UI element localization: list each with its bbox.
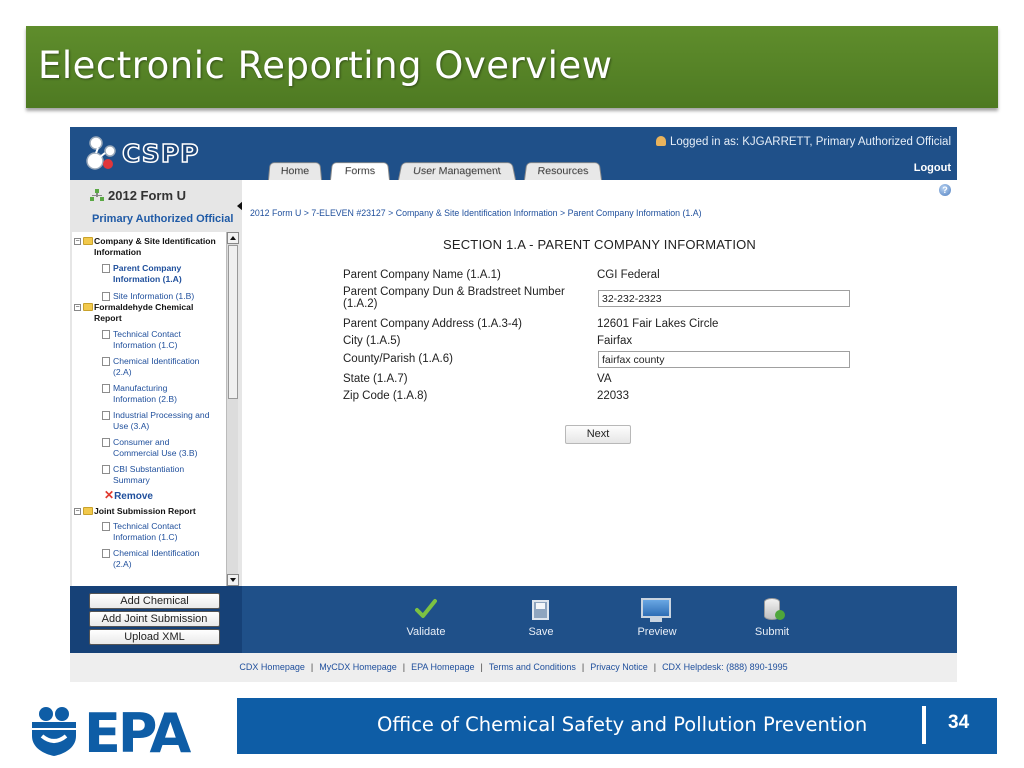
org-chart-icon <box>90 189 104 201</box>
tree-section-joint-submission[interactable]: Joint Submission Report <box>94 506 196 516</box>
logout-link[interactable]: Logout <box>913 162 951 174</box>
epa-logo <box>28 702 218 758</box>
epa-office-banner <box>237 698 997 754</box>
document-icon <box>102 330 110 339</box>
epa-logo-letters: EPA <box>84 702 189 758</box>
footer-separator: | <box>653 662 657 672</box>
scroll-down-icon[interactable] <box>227 574 239 586</box>
app-body <box>70 180 957 586</box>
county-parish-input[interactable] <box>598 351 850 368</box>
remove-label: Remove <box>114 491 153 502</box>
add-joint-submission-button[interactable]: Add Joint Submission <box>89 611 220 627</box>
parent-company-name-value: CGI Federal <box>597 269 660 281</box>
tree-item-technical-contact[interactable]: Technical Contact Information (1.C) <box>113 329 181 350</box>
parent-company-address-label: Parent Company Address (1.A.3-4) <box>343 318 522 330</box>
form-tree <box>72 232 226 586</box>
logged-in-text: Logged in as: KJGARRETT, Primary Authorized Official <box>669 136 951 148</box>
tree-item-consumer-commercial[interactable]: Consumer and Commercial Use (3.B) <box>113 437 198 458</box>
city-value: Fairfax <box>597 335 633 347</box>
footer-link-epa-homepage[interactable]: EPA Homepage <box>411 662 475 672</box>
collapse-toggle-icon[interactable]: − <box>75 508 80 515</box>
tab-home-label: Home <box>280 165 310 178</box>
user-icon <box>656 136 666 146</box>
tree-item-industrial-processing[interactable]: Industrial Processing and Use (3.A) <box>113 410 210 431</box>
upload-xml-button[interactable]: Upload XML <box>89 629 220 645</box>
zip-code-value: 22033 <box>597 390 629 402</box>
slide-title: Electronic Reporting Overview <box>38 44 613 87</box>
collapse-toggle-icon[interactable]: − <box>75 238 80 245</box>
action-bar <box>70 586 957 653</box>
next-button[interactable]: Next <box>565 425 631 444</box>
parent-company-name-label: Parent Company Name (1.A.1) <box>343 269 501 281</box>
state-label: State (1.A.7) <box>343 373 408 385</box>
page-number: 34 <box>948 712 970 733</box>
breadcrumb[interactable]: 2012 Form U > 7-ELEVEN #23127 > Company & Site Identification Information > Parent Company Information (1.A) <box>250 208 702 218</box>
cspp-logo[interactable] <box>84 133 234 175</box>
tree-item-manufacturing[interactable]: Manufacturing Information (2.B) <box>113 383 177 404</box>
sidebar-buttons <box>70 586 242 653</box>
form-title-text: 2012 Form U <box>108 188 187 203</box>
tree-item-joint-technical-contact[interactable]: Technical Contact Information (1.C) <box>113 521 181 542</box>
city-label: City (1.A.5) <box>343 335 401 347</box>
document-icon <box>102 438 110 447</box>
footer-link-mycdx-homepage[interactable]: MyCDX Homepage <box>319 662 397 672</box>
document-icon <box>102 384 110 393</box>
scroll-up-icon[interactable] <box>227 232 239 244</box>
footer-links <box>70 653 957 682</box>
floppy-disk-icon <box>532 600 549 620</box>
zip-code-label: Zip Code (1.A.8) <box>343 390 428 402</box>
checkmark-icon <box>415 598 437 620</box>
epa-footer-bar <box>0 697 1024 768</box>
office-name: Office of Chemical Safety and Pollution Prevention <box>377 713 868 736</box>
tab-resources[interactable] <box>524 162 602 180</box>
document-icon <box>102 292 110 301</box>
document-icon <box>102 465 110 474</box>
tree-item-joint-chemical-identification[interactable]: Chemical Identification (2.A) <box>113 548 200 569</box>
tree-section-company-site[interactable]: Company & Site Identification Information <box>94 236 216 257</box>
sidebar <box>70 180 242 586</box>
help-icon[interactable]: ? <box>939 184 951 196</box>
scroll-thumb[interactable] <box>228 245 238 399</box>
section-title: SECTION 1.A - PARENT COMPANY INFORMATION <box>442 237 757 252</box>
footer-link-terms[interactable]: Terms and Conditions <box>488 662 576 672</box>
save-label: Save <box>528 626 554 638</box>
document-icon <box>102 357 110 366</box>
document-icon <box>102 549 110 558</box>
form-title <box>90 188 186 203</box>
tree-item-chemical-identification[interactable]: Chemical Identification (2.A) <box>113 356 200 377</box>
footer-link-helpdesk[interactable]: CDX Helpdesk: (888) 890-1995 <box>662 662 788 672</box>
footer-link-privacy[interactable]: Privacy Notice <box>590 662 648 672</box>
cspp-app-window <box>70 127 957 682</box>
footer-separator: | <box>581 662 585 672</box>
monitor-stand <box>650 618 662 622</box>
county-parish-label: County/Parish (1.A.6) <box>343 353 453 365</box>
logo-text: CSPP <box>122 139 200 168</box>
preview-label: Preview <box>637 626 677 638</box>
tab-home[interactable] <box>268 162 322 180</box>
document-icon <box>102 522 110 531</box>
footer-separator: | <box>402 662 406 672</box>
duns-number-input[interactable] <box>598 290 850 307</box>
slide-title-banner <box>26 26 998 108</box>
tree-section-formaldehyde[interactable]: Formaldehyde Chemical Report <box>94 302 194 323</box>
tab-user-management-label: User Management <box>412 165 502 178</box>
state-value: VA <box>597 373 612 385</box>
tab-resources-label: Resources <box>536 165 590 178</box>
document-icon <box>102 264 110 273</box>
document-icon <box>102 411 110 420</box>
monitor-icon <box>641 598 671 618</box>
tab-user-management[interactable] <box>398 162 516 180</box>
app-header <box>70 127 957 180</box>
validate-label: Validate <box>406 626 446 638</box>
footer-link-cdx-homepage[interactable]: CDX Homepage <box>239 662 305 672</box>
remove-icon: ✕ <box>104 488 115 502</box>
footer-divider <box>922 706 926 744</box>
main-content <box>242 180 957 586</box>
logged-in-status <box>656 136 951 148</box>
tab-forms[interactable] <box>330 162 390 180</box>
tree-item-parent-company[interactable]: Parent Company Information (1.A) <box>113 263 182 284</box>
parent-company-address-value: 12601 Fair Lakes Circle <box>597 318 719 330</box>
tree-item-cbi-summary[interactable]: CBI Substantiation Summary <box>113 464 185 485</box>
footer-separator: | <box>480 662 483 672</box>
remove-link[interactable] <box>104 490 153 503</box>
collapse-toggle-icon[interactable]: − <box>75 304 80 311</box>
molecule-icon <box>84 133 120 173</box>
plus-badge-icon <box>775 610 785 620</box>
footer-separator: | <box>310 662 314 672</box>
submit-label: Submit <box>754 626 790 638</box>
sidebar-scrollbar[interactable] <box>226 232 238 586</box>
duns-number-label: Parent Company Dun & Bradstreet Number (1.A.2) <box>343 286 565 310</box>
role-label: Primary Authorized Official <box>92 213 234 225</box>
add-chemical-button[interactable]: Add Chemical <box>89 593 220 609</box>
tree-item-site-information[interactable]: Site Information (1.B) <box>113 291 195 301</box>
tab-forms-label: Forms <box>344 165 376 178</box>
